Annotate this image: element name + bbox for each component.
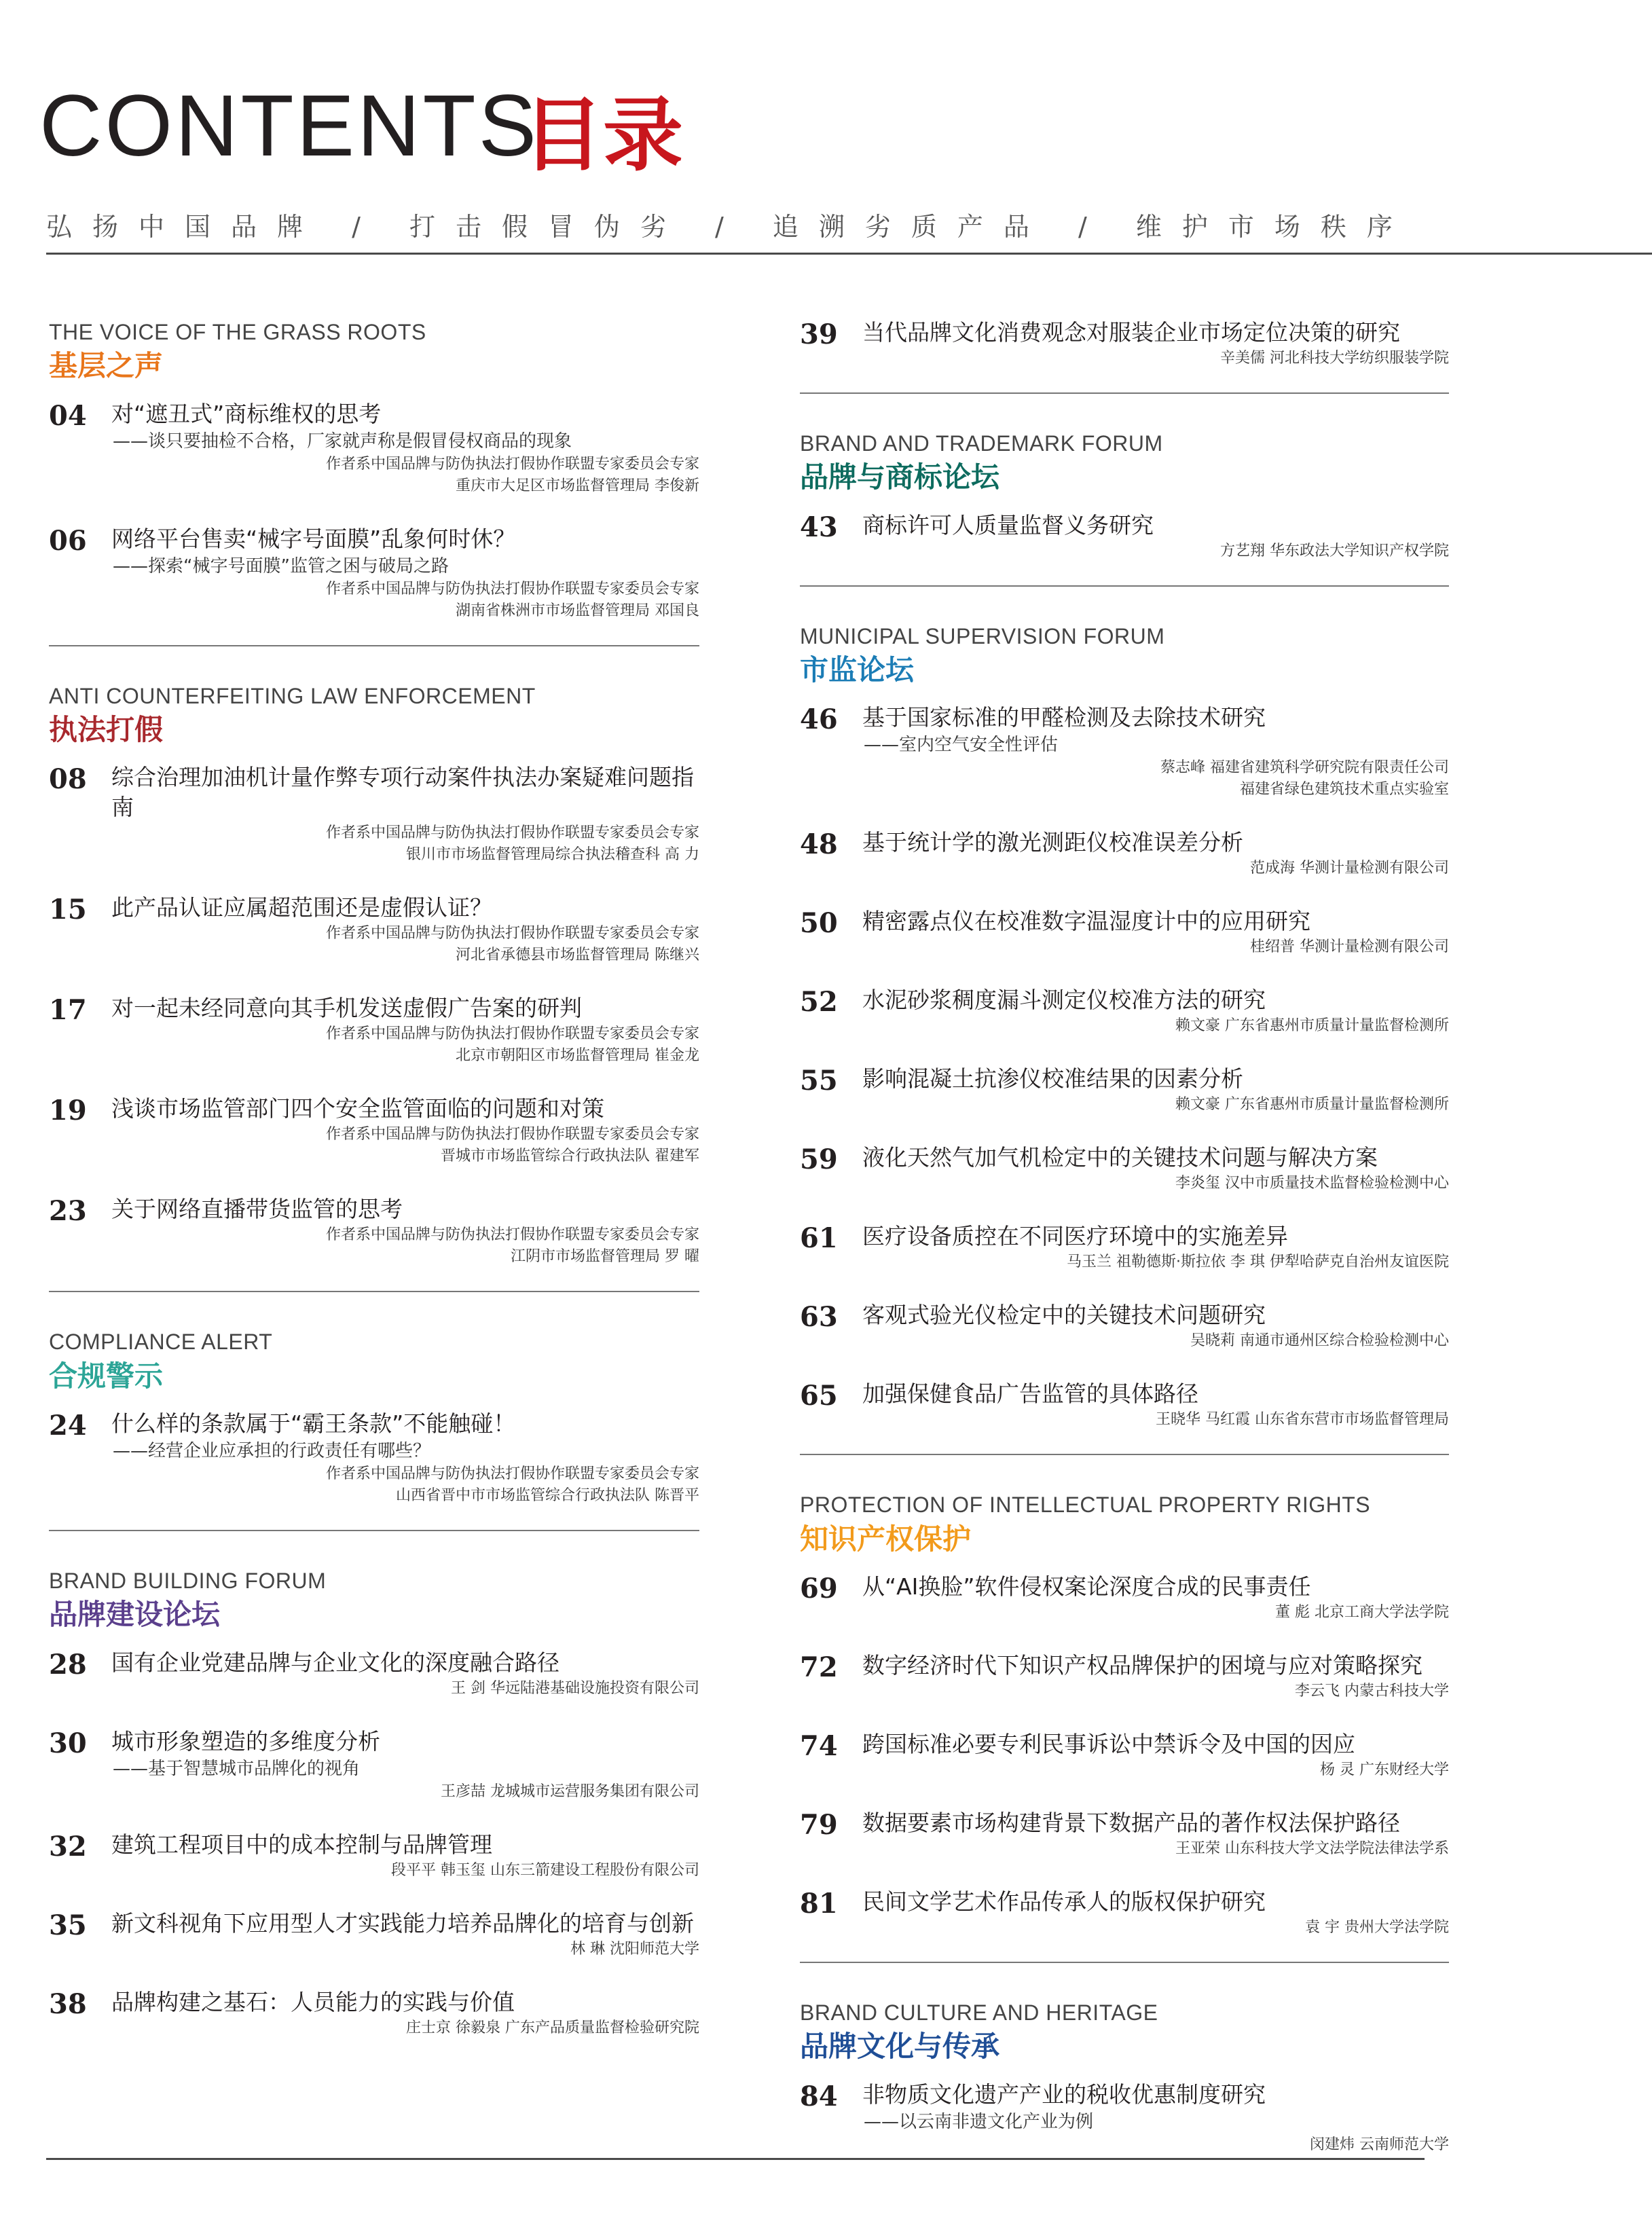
article-author: 晋城市市场监管综合行政执法队 翟建军 — [441, 1148, 699, 1165]
section-title-en: COMPLIANCE ALERT — [49, 1330, 273, 1355]
article-author: 董 彪 北京工商大学法学院 — [1275, 1604, 1449, 1621]
toc-entry[interactable] — [49, 1648, 699, 1700]
page-number: 55 — [800, 1065, 838, 1097]
page-number: 79 — [800, 1809, 838, 1842]
page-title-cn: 目录 — [523, 88, 684, 182]
entry-body — [111, 1909, 699, 1960]
page-number: 63 — [800, 1301, 838, 1334]
article-title[interactable]: 基于统计学的激光测距仪校准误差分析 — [862, 829, 1243, 856]
article-title[interactable]: 此产品认证应属超范围还是虚假认证？ — [111, 894, 492, 921]
page-number: 30 — [49, 1727, 87, 1759]
article-author: 赖文豪 广东省惠州市质量计量监督检测所 — [1175, 1096, 1449, 1114]
page-number: 23 — [49, 1195, 87, 1228]
article-title[interactable]: 什么样的条款属于“霸王条款”不能触碰！ — [111, 1410, 516, 1437]
entry-body — [862, 511, 1449, 562]
article-author: 王彦喆 龙城城市运营服务集团有限公司 — [441, 1782, 699, 1800]
article-title[interactable]: 对一起未经同意向其手机发送虚假广告案的研判 — [111, 995, 582, 1022]
article-title[interactable]: 国有企业党建品牌与企业文化的深度融合路径 — [111, 1649, 559, 1676]
entry-body — [862, 1572, 1449, 1624]
toc-entry[interactable] — [49, 1194, 699, 1268]
section-title-cn: 市监论坛 — [800, 653, 915, 686]
page-number: 65 — [800, 1380, 838, 1412]
article-author: 赖文豪 广东省惠州市质量计量监督检测所 — [1175, 1017, 1449, 1035]
article-title[interactable]: 水泥砂浆稠度漏斗测定仪校准方法的研究 — [862, 987, 1266, 1014]
article-author: 作者系中国品牌与防伪执法打假协作联盟专家委员会专家 — [325, 1126, 699, 1143]
page-number: 38 — [49, 1987, 87, 2020]
article-author: 湖南省株洲市市场监督管理局 邓国良 — [456, 602, 699, 619]
article-subtitle: ——以云南非遗文化产业为例 — [864, 2111, 1094, 2132]
toc-entry[interactable] — [49, 524, 699, 622]
article-author: 作者系中国品牌与防伪执法打假协作联盟专家委员会专家 — [325, 1226, 699, 1244]
right-column — [800, 318, 1449, 2217]
article-title[interactable]: 当代品牌文化消费观念对服装企业市场定位决策的研究 — [862, 319, 1400, 346]
entry-body — [862, 1379, 1449, 1431]
page-number: 39 — [800, 318, 838, 350]
page-number: 15 — [49, 894, 87, 926]
entry-body — [862, 2080, 1449, 2156]
page-number: 52 — [800, 986, 838, 1019]
page-number: 48 — [800, 828, 838, 861]
article-author: 作者系中国品牌与防伪执法打假协作联盟专家委员会专家 — [325, 580, 699, 598]
entry-body — [862, 1887, 1449, 1939]
toc-entry[interactable] — [800, 1808, 1449, 1860]
article-title[interactable]: 新文科视角下应用型人才实践能力培养品牌化的培育与创新 — [111, 1909, 694, 1937]
section-title-cn: 执法打假 — [49, 712, 164, 746]
article-title[interactable]: 商标许可人质量监督义务研究 — [862, 511, 1154, 538]
page-number: 28 — [49, 1648, 87, 1681]
page-number: 04 — [49, 399, 87, 432]
section-title-cn: 品牌建设论坛 — [49, 1598, 221, 1632]
entry-body — [111, 1648, 699, 1700]
article-title[interactable]: 跨国标准必要专利民事诉讼中禁诉令及中国的因应 — [862, 1731, 1355, 1758]
article-title[interactable]: 关于网络直播带货监管的思考 — [111, 1196, 403, 1223]
toc-section — [49, 320, 699, 646]
entry-body — [111, 763, 699, 866]
article-subtitle: ——基于智慧城市品牌化的视角 — [113, 1758, 361, 1779]
article-subtitle: ——室内空气安全性评估 — [864, 735, 1059, 756]
left-column — [49, 320, 699, 2100]
toc-section — [49, 684, 699, 1293]
article-title[interactable]: 精密露点仪在校准数字温湿度计中的应用研究 — [862, 908, 1310, 935]
article-title[interactable]: 品牌构建之基石：人员能力的实践与价值 — [111, 1988, 515, 2015]
article-author: 李炎玺 汉中市质量技术监督检验检测中心 — [1175, 1175, 1449, 1192]
toc-section — [49, 1569, 699, 2062]
article-author: 段平平 韩玉玺 山东三箭建设工程股份有限公司 — [391, 1861, 699, 1879]
section-title-cn: 基层之声 — [49, 349, 164, 383]
section-title-cn: 品牌与商标论坛 — [800, 460, 1000, 494]
section-title-en: THE VOICE OF THE GRASS ROOTS — [49, 320, 426, 344]
entry-body — [111, 1987, 699, 2039]
toc-entry[interactable] — [800, 1572, 1449, 1624]
page-number: 69 — [800, 1573, 838, 1605]
entry-body — [862, 828, 1449, 879]
section-title-en: BRAND AND TRADEMARK FORUM — [800, 431, 1163, 456]
article-author: 重庆市大足区市场监督管理局 李俊新 — [456, 477, 699, 494]
article-title[interactable]: 综合治理加油机计量作弊专项行动案件执法办案疑难问题指南 — [111, 764, 694, 821]
entry-body — [111, 993, 699, 1067]
section-title-en: PROTECTION OF INTELLECTUAL PROPERTY RIGHTS — [800, 1492, 1371, 1518]
toc-entry[interactable] — [800, 1379, 1449, 1431]
article-subtitle: ——谈只要抽检不合格，厂家就声称是假冒侵权商品的现象 — [113, 430, 572, 452]
page-number: 74 — [800, 1730, 838, 1763]
footer-divider — [46, 2158, 1425, 2160]
toc-section — [800, 2001, 1449, 2179]
page-number: 17 — [49, 994, 87, 1027]
article-title[interactable]: 数据要素市场构建背景下数据产品的著作权法保护路径 — [862, 1810, 1400, 1837]
entry-body — [862, 906, 1449, 958]
article-author: 山西省晋中市市场监管综合行政执法队 陈晋平 — [396, 1487, 699, 1505]
article-author: 吴晓莉 南通市通州区综合检验检测中心 — [1190, 1332, 1449, 1350]
section-title-cn: 合规警示 — [49, 1359, 164, 1393]
toc-entry[interactable] — [800, 703, 1449, 801]
toc-entry[interactable] — [800, 1222, 1449, 1273]
page-number: 06 — [49, 524, 87, 557]
section-title-en: BRAND CULTURE AND HERITAGE — [800, 2000, 1158, 2026]
toc-entry[interactable] — [49, 993, 699, 1067]
toc-entry[interactable] — [49, 893, 699, 966]
page-number: 50 — [800, 907, 838, 940]
toc-entry[interactable] — [49, 399, 699, 497]
entry-body — [111, 1409, 699, 1507]
article-title[interactable]: 影响混凝土抗渗仪校准结果的因素分析 — [862, 1065, 1243, 1093]
entry-body — [862, 703, 1449, 801]
toc-entry[interactable] — [800, 1729, 1449, 1781]
article-title[interactable]: 网络平台售卖“械字号面膜”乱象何时休？ — [111, 525, 516, 552]
article-author: 河北省承德县市场监督管理局 陈继兴 — [456, 947, 699, 964]
article-title[interactable]: 建筑工程项目中的成本控制与品牌管理 — [111, 1831, 492, 1858]
article-title[interactable]: 液化天然气加气机检定中的关键技术问题与解决方案 — [862, 1144, 1378, 1171]
article-author: 银川市市场监督管理局综合执法稽查科 高 力 — [406, 846, 699, 864]
entry-body — [862, 318, 1449, 369]
page-number: 61 — [800, 1222, 838, 1255]
header-divider — [46, 253, 1652, 255]
page-number: 19 — [49, 1095, 87, 1127]
toc-entry[interactable] — [49, 1094, 699, 1167]
article-author: 马玉兰 祖勒德斯·斯拉依 李 琪 伊犁哈萨克自治州友谊医院 — [1067, 1253, 1449, 1271]
toc-entry[interactable] — [49, 763, 699, 866]
toc-entry[interactable] — [800, 1064, 1449, 1116]
entry-body — [111, 524, 699, 622]
article-title[interactable]: 数字经济时代下知识产权品牌保护的困境与应对策略探究 — [862, 1652, 1422, 1679]
article-author: 杨 灵 广东财经大学 — [1320, 1761, 1449, 1779]
toc-entry[interactable] — [800, 906, 1449, 958]
entry-body — [111, 1727, 699, 1803]
entry-body — [111, 399, 699, 497]
article-author: 方艺翔 华东政法大学知识产权学院 — [1220, 542, 1449, 560]
article-title[interactable]: 非物质文化遗产产业的税收优惠制度研究 — [862, 2081, 1266, 2108]
toc-section — [49, 1330, 699, 1531]
toc-entry[interactable] — [800, 1651, 1449, 1702]
toc-entry[interactable] — [800, 1143, 1449, 1194]
article-author: 作者系中国品牌与防伪执法打假协作联盟专家委员会专家 — [325, 455, 699, 473]
article-author: 王 剑 华远陆港基础设施投资有限公司 — [451, 1679, 699, 1697]
article-author: 林 琳 沈阳师范大学 — [570, 1940, 699, 1958]
article-author: 闵建炜 云南师范大学 — [1310, 2136, 1449, 2153]
entry-body — [111, 1194, 699, 1268]
article-author: 作者系中国品牌与防伪执法打假协作联盟专家委员会专家 — [325, 925, 699, 942]
article-title[interactable]: 加强保健食品广告监管的具体路径 — [862, 1380, 1198, 1408]
entry-body — [862, 1808, 1449, 1860]
toc-entry[interactable] — [49, 1987, 699, 2039]
article-author: 王晓华 马红霞 山东省东营市市场监督管理局 — [1156, 1411, 1449, 1429]
page-number: 32 — [49, 1830, 87, 1863]
entry-body — [862, 1143, 1449, 1194]
toc-entry[interactable] — [800, 1887, 1449, 1939]
page-number: 81 — [800, 1888, 838, 1920]
article-subtitle: ——探索“械字号面膜”监管之困与破局之路 — [113, 555, 449, 576]
toc-section — [800, 318, 1449, 394]
entry-body — [862, 1651, 1449, 1702]
section-title-cn: 品牌文化与传承 — [800, 2030, 1000, 2064]
article-title[interactable]: 城市形象塑造的多维度分析 — [111, 1727, 380, 1755]
article-author: 王亚荣 山东科技大学文法学院法律法学系 — [1175, 1840, 1449, 1858]
toc-entry[interactable] — [800, 1300, 1449, 1352]
article-author: 蔡志峰 福建省建筑科学研究院有限责任公司 — [1160, 759, 1449, 777]
toc-entry[interactable] — [49, 1830, 699, 1882]
page-number: 46 — [800, 703, 838, 736]
entry-body — [111, 893, 699, 966]
page-number: 59 — [800, 1143, 838, 1176]
article-title[interactable]: 对“遮丑式”商标维权的思考 — [111, 400, 382, 427]
entry-body — [862, 985, 1449, 1037]
article-author: 袁 宇 贵州大学法学院 — [1305, 1919, 1449, 1937]
article-author: 辛美儒 河北科技大学纺织服装学院 — [1220, 350, 1449, 367]
toc-section — [800, 1493, 1449, 1963]
toc-entry[interactable] — [800, 2080, 1449, 2156]
article-title[interactable]: 客观式验光仪检定中的关键技术问题研究 — [862, 1302, 1266, 1329]
entry-body — [862, 1222, 1449, 1273]
toc-section — [800, 625, 1449, 1456]
section-title-en: BRAND BUILDING FORUM — [49, 1569, 327, 1594]
article-title[interactable]: 从“AI换脸”软件侵权案论深度合成的民事责任 — [862, 1573, 1311, 1600]
article-author: 江阴市市场监督管理局 罗 曜 — [511, 1248, 699, 1266]
page-title-en: CONTENTS — [39, 77, 539, 175]
section-title-cn: 知识产权保护 — [800, 1522, 972, 1556]
page-number: 35 — [49, 1909, 87, 1941]
article-author: 作者系中国品牌与防伪执法打假协作联盟专家委员会专家 — [325, 1465, 699, 1483]
page-number: 43 — [800, 511, 838, 543]
article-author: 范成海 华测计量检测有限公司 — [1250, 860, 1449, 877]
article-title[interactable]: 医疗设备质控在不同医疗环境中的实施差异 — [862, 1223, 1288, 1250]
toc-entry[interactable] — [800, 828, 1449, 879]
article-title[interactable]: 基于国家标准的甲醛检测及去除技术研究 — [862, 704, 1266, 731]
page-number: 24 — [49, 1410, 87, 1442]
toc-section — [800, 432, 1449, 587]
toc-entry[interactable] — [49, 1727, 699, 1803]
entry-body — [111, 1094, 699, 1167]
entry-body — [111, 1830, 699, 1882]
article-subtitle: ——经营企业应承担的行政责任有哪些？ — [113, 1441, 431, 1462]
article-author: 作者系中国品牌与防伪执法打假协作联盟专家委员会专家 — [325, 824, 699, 842]
toc-entry[interactable] — [49, 1909, 699, 1960]
slogan: 弘扬中国品牌 / 打击假冒伪劣 / 追溯劣质产品 / 维护市场秩序 — [46, 212, 1413, 242]
article-title[interactable]: 浅谈市场监管部门四个安全监管面临的问题和对策 — [111, 1095, 604, 1122]
article-author: 北京市朝阳区市场监督管理局 崔金龙 — [456, 1047, 699, 1065]
article-title[interactable]: 民间文学艺术作品传承人的版权保护研究 — [862, 1888, 1266, 1916]
toc-entry[interactable] — [800, 511, 1449, 562]
section-title-en: MUNICIPAL SUPERVISION FORUM — [800, 623, 1165, 648]
toc-entry[interactable] — [800, 985, 1449, 1037]
entry-body — [862, 1300, 1449, 1352]
page-number: 08 — [49, 763, 87, 796]
article-author: 福建省绿色建筑技术重点实验室 — [1239, 781, 1449, 799]
entry-body — [862, 1729, 1449, 1781]
article-author: 庄士京 徐毅泉 广东产品质量监督检验研究院 — [406, 2019, 699, 2036]
entry-body — [862, 1064, 1449, 1116]
article-author: 桂绍普 华测计量检测有限公司 — [1250, 938, 1449, 956]
article-author: 作者系中国品牌与防伪执法打假协作联盟专家委员会专家 — [325, 1025, 699, 1043]
toc-entry[interactable] — [49, 1409, 699, 1507]
page-number: 72 — [800, 1651, 838, 1684]
section-title-en: ANTI COUNTERFEITING LAW ENFORCEMENT — [49, 683, 536, 708]
page-number: 84 — [800, 2080, 838, 2112]
article-author: 李云飞 内蒙古科技大学 — [1295, 1683, 1449, 1700]
toc-entry[interactable] — [800, 318, 1449, 369]
